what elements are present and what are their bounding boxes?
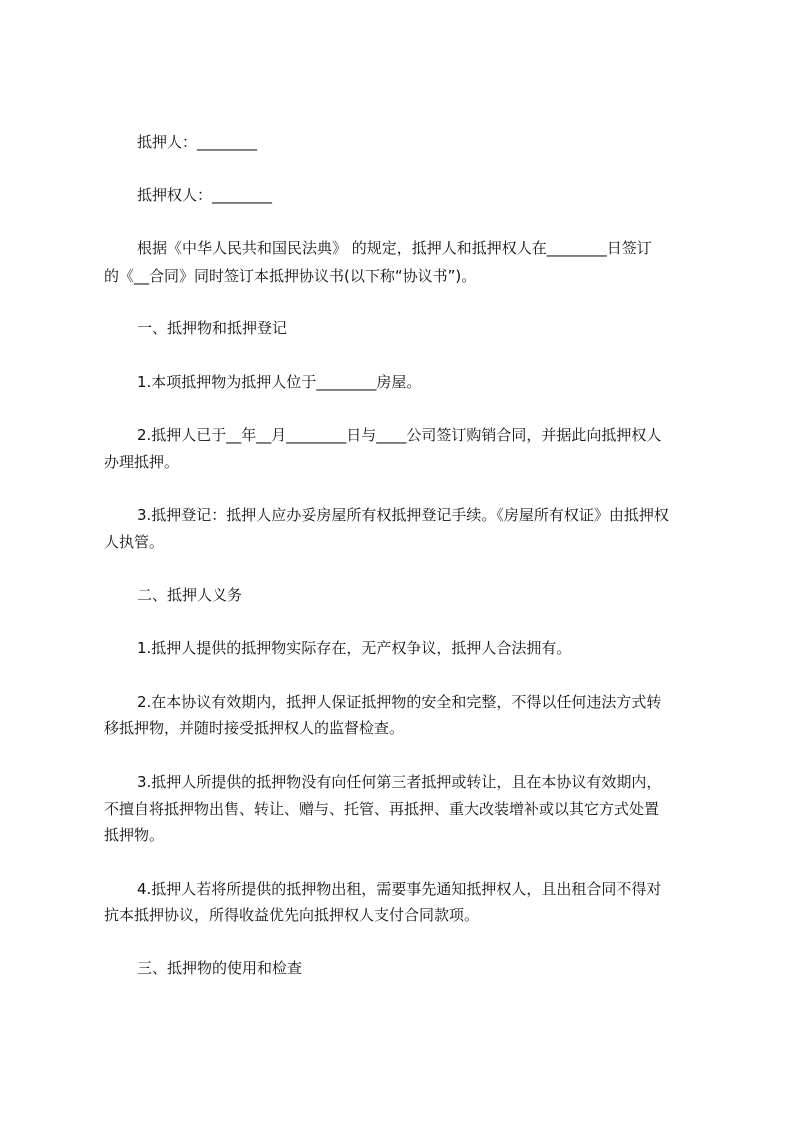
intro-line-1: 根据《中华人民共和国民法典》 的规定，抵押人和抵押权人在________日签订 [137, 239, 652, 257]
mortgagee-line: 抵押权人：________ [137, 186, 273, 204]
section1-heading: 一、抵押物和抵押登记 [137, 319, 288, 337]
section2-item1-line1: 1.抵押人提供的抵押物实际存在，无产权争议，抵押人合法拥有。 [137, 639, 572, 657]
section2-item3-line3: 抵押物。 [104, 826, 165, 844]
section2-item2-line2: 移抵押物，并随时接受抵押权人的监督检查。 [104, 719, 405, 737]
section2-item4-line1: 4.抵押人若将所提供的抵押物出租，需要事先通知抵押权人，且出租合同不得对 [137, 880, 662, 898]
section1-item2-line1: 2.抵押人已于__年__月________日与____公司签订购销合同，并据此向抵押权人 [137, 426, 662, 444]
section1-item3-line1: 3.抵押登记：抵押人应办妥房屋所有权抵押登记手续。《房屋所有权证》由抵押权 [137, 506, 669, 524]
section2-item3-line1: 3.抵押人所提供的抵押物没有向任何第三者抵押或转让，且在本协议有效期内， [137, 773, 662, 791]
intro-line-2: 的《__合同》同时签订本抵押协议书(以下称“协议书”)。 [104, 267, 477, 285]
section1-item2-line2: 办理抵押。 [104, 453, 180, 471]
section1-item3-line2: 人执管。 [104, 533, 165, 551]
section1-item1-line1: 1.本项抵押物为抵押人位于________房屋。 [137, 373, 422, 391]
section3-heading: 三、抵押物的使用和检查 [137, 959, 303, 977]
section2-item2-line1: 2.在本协议有效期内，抵押人保证抵押物的安全和完整，不得以任何违法方式转 [137, 693, 662, 711]
section2-item4-line2: 抗本抵押协议，所得收益优先向抵押权人支付合同款项。 [104, 906, 480, 924]
section2-heading: 二、抵押人义务 [137, 586, 243, 604]
mortgagor-line: 抵押人：________ [137, 133, 258, 151]
section2-item3-line2: 不擅自将抵押物出售、转让、赠与、托管、再抵押、重大改装增补或以其它方式处置 [104, 800, 660, 818]
